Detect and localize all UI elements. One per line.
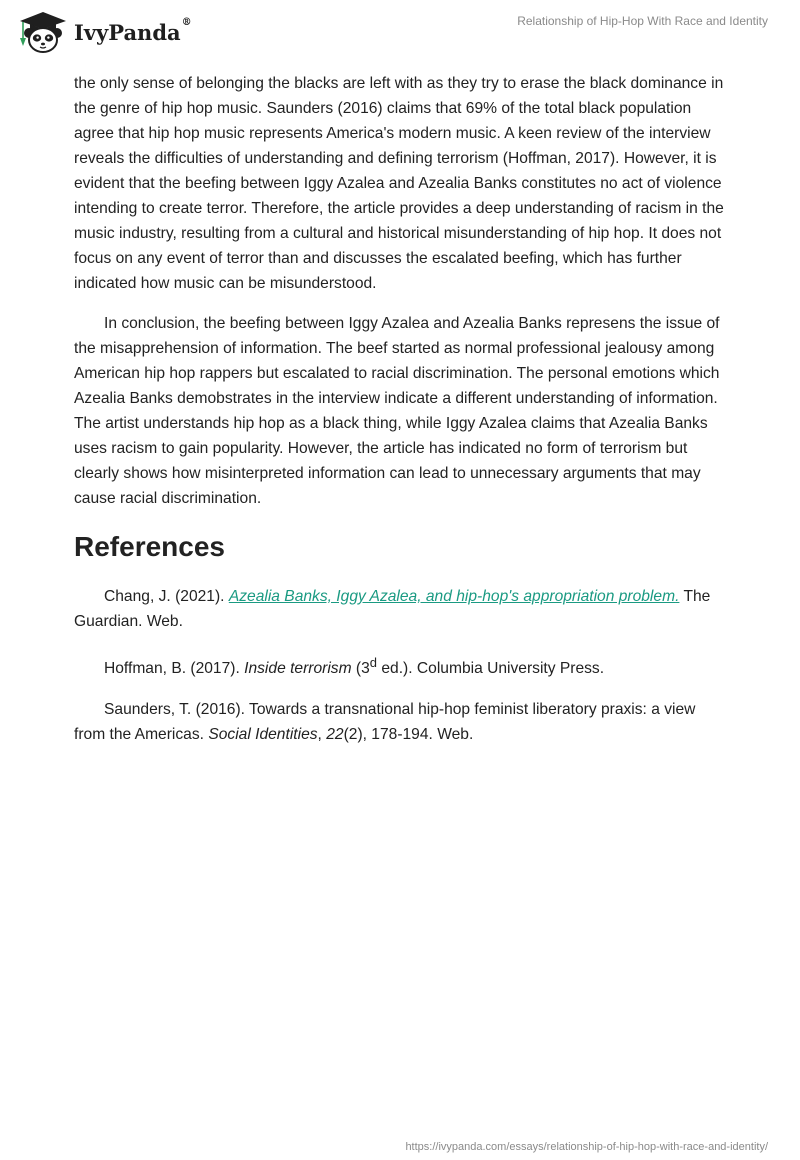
panda-graduate-icon (14, 8, 72, 54)
book-title: Inside terrorism (244, 660, 352, 678)
reference-item: Saunders, T. (2016). Towards a transnational hip-hop feminist liberatory praxis: a view from the Americas. Social Identities, 22(2), 178-194. Web. (74, 701, 696, 744)
references-heading: References (74, 531, 225, 562)
journal-title: Social Identities (208, 726, 318, 744)
essay-content (74, 71, 730, 747)
body-paragraph: In conclusion, the beefing between Iggy Azalea and Azealia Banks represens the issue of the misapprehension of information. The beef started as normal professional jealousy among American hip hop rappers but escalated to racial discrimination. The personal emotions which Azealia Banks demobstrates in the interview indicate a different understanding of information. The artist understands hip hop as a black thing, while Iggy Azalea claims that Azealia Banks uses racism to gain popularity. However, the article has indicated no form of terrorism but clearly shows how misinterpreted information can lead to unnecessary arguments that may cause racial discrimination. (74, 315, 720, 507)
ivypanda-logo[interactable] (14, 8, 192, 54)
brand-name: IvyPanda® (74, 16, 192, 45)
reference-link[interactable]: Azealia Banks, Iggy Azalea, and hip-hop's appropriation problem. (228, 588, 680, 605)
source-url[interactable]: https://ivypanda.com/essays/relationship-of-hip-hop-with-race-and-identity/ (405, 1141, 768, 1153)
reference-item: Chang, J. (2021). Azealia Banks, Iggy Azalea, and hip-hop's appropriation problem. The Guardian. Web. (74, 588, 711, 630)
references-list (74, 584, 730, 747)
page-header (0, 0, 800, 62)
reference-item: Hoffman, B. (2017). Inside terrorism (3$^d$ ed.). Columbia University Press. (104, 655, 605, 678)
running-title: Relationship of Hip-Hop With Race and Identity (517, 14, 768, 28)
body-paragraph: the only sense of belonging the blacks are left with as they try to erase the black dominance in the genre of hip hop music. Saunders (2016) claims that 69% of the total black population agree that hip hop music represents America's modern music. A keen review of the interview reveals the difficulties of understanding and defining terrorism (Hoffman, 2017). However, it is evident that the beefing between Iggy Azalea and Azealia Banks constitutes no act of violence intending to create terror. Therefore, the article provides a deep understanding of racism in the music industry, resulting from a cultural and historical misunderstanding of hip hop. It does not focus on any event of terror than and discusses the escalated beefing, which has further indicated how music can be misunderstood. (74, 75, 724, 292)
journal-volume: 22 (326, 726, 344, 744)
